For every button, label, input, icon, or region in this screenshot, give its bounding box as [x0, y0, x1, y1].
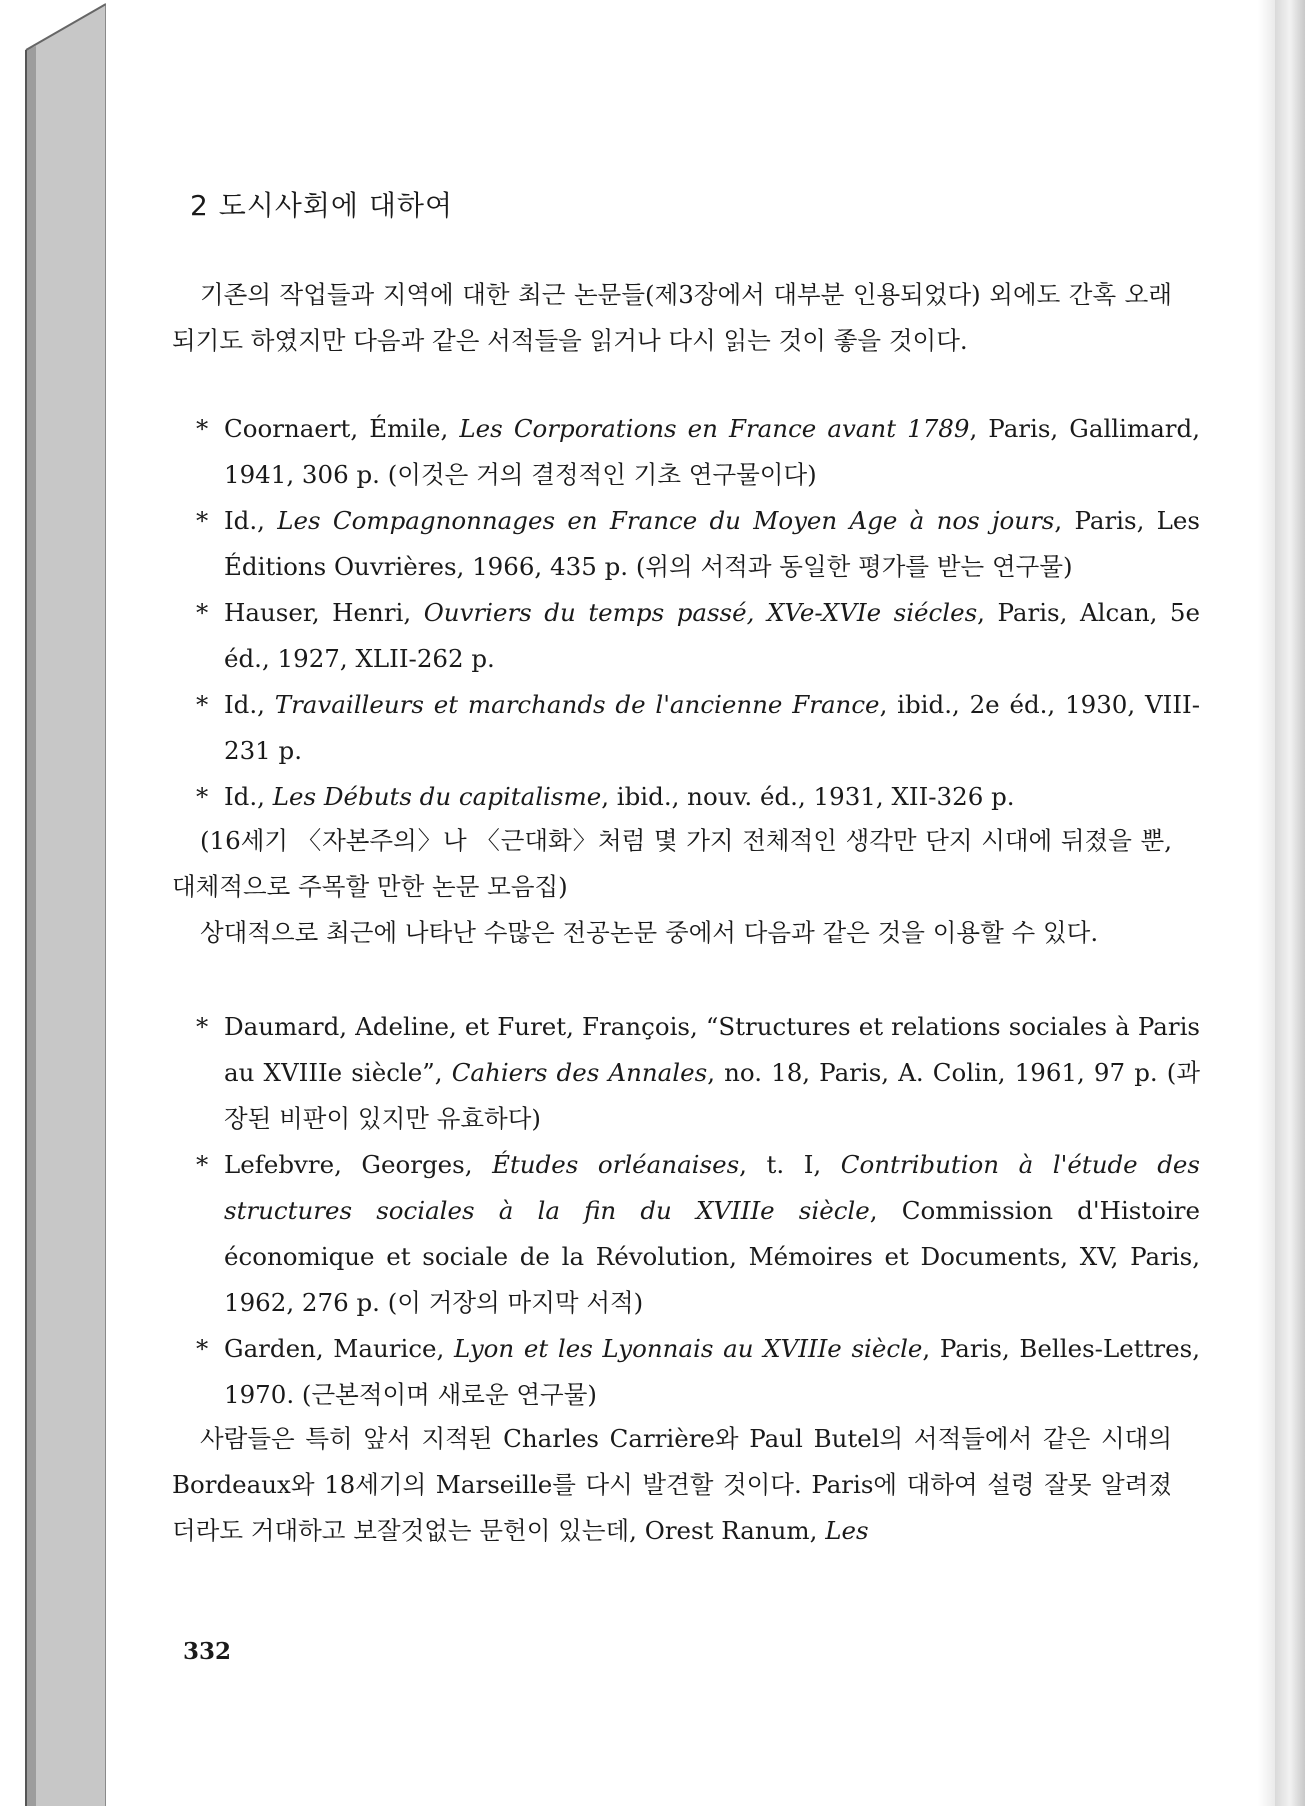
- intro-paragraph: 기존의 작업들과 지역에 대한 최근 논문들(제3장에서 대부분 인용되었다) 외에도 간혹 오래되기도 하였지만 다음과 같은 서적들을 읽거나 다시 읽는 것이 좋을 것이다.: [172, 280, 1172, 355]
- page-number: 332: [183, 1638, 232, 1665]
- collection-note: (16세기 〈자본주의〉나 〈근대화〉처럼 몇 가지 전체적인 생각만 단지 시대에 뒤졌을 뿐, 대체적으로 주목할 만한 논문 모음집): [172, 826, 1172, 901]
- reference-entry: * Coornaert, Émile, Les Corporations en France avant 1789, Paris, Gallimard, 1941, 306 p. (이것은 거의 결정적인 기초 연구물이다): [196, 414, 1200, 489]
- page-edge-highlight: [1258, 0, 1276, 1806]
- reference-entry: * Id., Les Compagnonnages en France du Moyen Age à nos jours, Paris, Les Éditions Ouvrières, 1966, 435 p. (위의 서적과 동일한 평가를 받는 연구물): [196, 506, 1200, 581]
- closing-paragraph: 사람들은 특히 앞서 지적된 Charles Carrière와 Paul Butel의 서적들에서 같은 시대의 Bordeaux와 18세기의 Marseille를 다시 발견할 것이다. Paris에 대하여 설령 잘못 알려졌더라도 거대하고 보잘것없는 문헌이 있는데, Orest Ranum, Les: [172, 1424, 1172, 1545]
- reference-entry: * Hauser, Henri, Ouvriers du temps passé, XVe-XVIe siécles, Paris, Alcan, 5e éd., 1927, XLII-262 p.: [196, 598, 1201, 673]
- reference-entry: * Daumard, Adeline, et Furet, François, “Structures et relations sociales à Paris au XVIIIe siècle”, Cahiers des Annales, no. 18, Paris, A. Colin, 1961, 97 p. (과장된 비판이 있지만 유효하다): [196, 1012, 1200, 1133]
- reference-entry: * Id., Travailleurs et marchands de l'ancienne France, ibid., 2e éd., 1930, VIII-231 p.: [196, 690, 1200, 765]
- book-spine-shading: [0, 0, 110, 1806]
- monograph-intro-paragraph: 상대적으로 최근에 나타난 수많은 전공논문 중에서 다음과 같은 것을 이용할 수 있다.: [200, 918, 1099, 947]
- reference-entry: * Lefebvre, Georges, Études orléanaises, t. I, Contribution à l'étude des structures sociales à la fin du XVIIIe siècle, Commission d'Histoire économique et sociale de la Révolution, Mémoires et Documents, XV, Paris, 1962, 276 p. (이 거장의 마지막 서적): [196, 1150, 1200, 1317]
- reference-entry: * Id., Les Débuts du capitalisme, ibid., nouv. éd., 1931, XII-326 p.: [196, 782, 1015, 811]
- chapter-title: 2 도시사회에 대하여: [190, 189, 454, 222]
- reference-entry: * Garden, Maurice, Lyon et les Lyonnais au XVIIIe siècle, Paris, Belles-Lettres, 1970. (근본적이며 새로운 연구물): [196, 1334, 1200, 1409]
- page-edge-shadow: [1275, 0, 1305, 1806]
